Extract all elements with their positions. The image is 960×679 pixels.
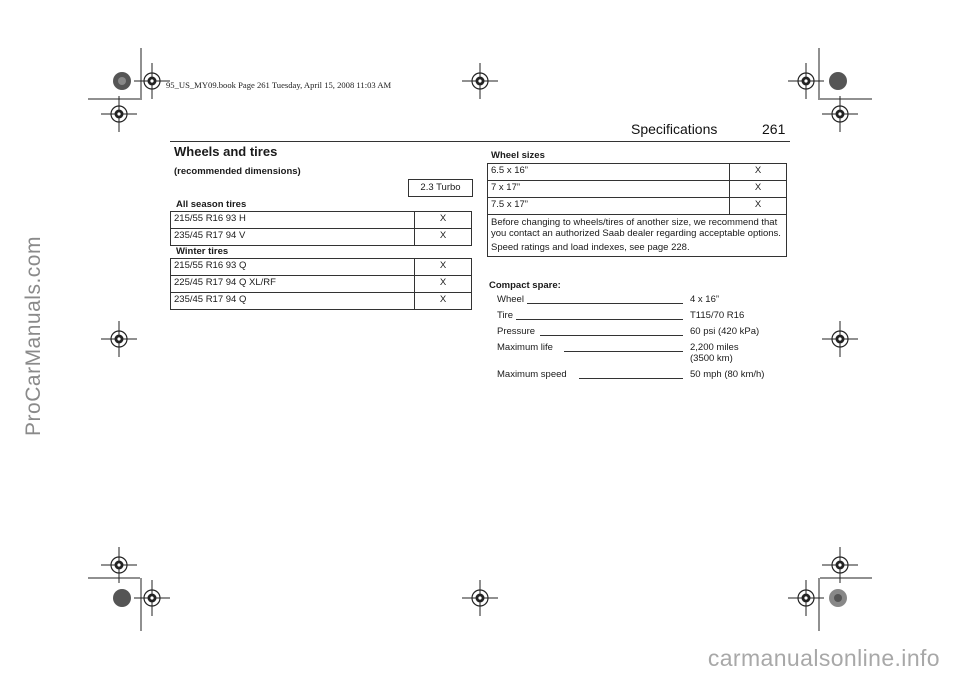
table-row	[171, 293, 472, 310]
section-subtitle: (recommended dimensions)	[174, 166, 301, 177]
bottom-watermark: carmanualsonline.info	[707, 645, 940, 671]
spare-tire-value: T115/70 R16	[690, 310, 745, 321]
spare-max-life-km: (3500 km)	[690, 353, 733, 364]
winter-heading: Winter tires	[176, 246, 229, 257]
table-row	[488, 181, 787, 198]
tire-size: 215/55 R16 93 Q	[171, 259, 415, 276]
leader-line	[540, 335, 683, 336]
spare-max-life-value	[690, 342, 739, 364]
leader-line	[527, 303, 683, 304]
tire-size: 235/45 R17 94 V	[171, 229, 415, 246]
fitment-mark: X	[730, 198, 787, 215]
spare-wheel-label: Wheel	[497, 294, 524, 305]
spare-max-life-label: Maximum life	[497, 342, 553, 353]
all-season-table	[170, 211, 472, 246]
section-title: Wheels and tires	[174, 144, 278, 159]
fitment-mark: X	[415, 212, 472, 229]
fitment-mark: X	[730, 164, 787, 181]
fitment-mark: X	[415, 229, 472, 246]
dealer-note: Before changing to wheels/tires of another size, we recommend that you contact an authorized Saab dealer regarding acceptable options.	[491, 217, 781, 239]
fitment-mark: X	[730, 181, 787, 198]
spare-pressure-value: 60 psi (420 kPa)	[690, 326, 760, 337]
tire-size: 215/55 R16 93 H	[171, 212, 415, 229]
wheel-sizes-heading: Wheel sizes	[491, 150, 545, 161]
leader-line	[564, 351, 683, 352]
spare-wheel-value: 4 x 16”	[690, 294, 720, 305]
leader-line	[516, 319, 683, 320]
fitment-mark: X	[415, 293, 472, 310]
spare-max-life-miles: 2,200 miles	[690, 342, 739, 353]
table-row	[171, 212, 472, 229]
speed-rating-reference: Speed ratings and load indexes, see page 228.	[491, 242, 690, 253]
table-row	[171, 229, 472, 246]
leader-line	[579, 378, 683, 379]
fitment-mark: X	[415, 276, 472, 293]
tire-size: 225/45 R17 94 Q XL/RF	[171, 276, 415, 293]
fitment-mark: X	[415, 259, 472, 276]
table-row	[171, 276, 472, 293]
page-header-title: Specifications	[631, 121, 718, 137]
table-row	[488, 164, 787, 181]
wheel-sizes-table	[487, 163, 787, 257]
compact-spare-heading: Compact spare:	[489, 280, 561, 291]
wheel-size: 7 x 17”	[488, 181, 730, 198]
page-number: 261	[762, 121, 786, 137]
spare-tire-label: Tire	[497, 310, 514, 321]
wheel-size: 7.5 x 17”	[488, 198, 730, 215]
spare-max-speed-value: 50 mph (80 km/h)	[690, 369, 765, 380]
side-watermark: ProCarManuals.com	[22, 236, 45, 436]
all-season-heading: All season tires	[176, 199, 247, 210]
table-row	[488, 198, 787, 215]
wheel-size: 6.5 x 16”	[488, 164, 730, 181]
tire-size: 235/45 R17 94 Q	[171, 293, 415, 310]
table-row	[171, 259, 472, 276]
book-info: 95_US_MY09.book Page 261 Tuesday, April 15, 2008 11:03 AM	[166, 80, 392, 90]
table-row	[488, 215, 787, 257]
header-rule	[170, 141, 790, 142]
wheel-size-note	[488, 215, 787, 257]
model-column-header: 2.3 Turbo	[408, 179, 473, 197]
spare-max-speed-label: Maximum speed	[497, 369, 567, 380]
spare-pressure-label: Pressure	[497, 326, 536, 337]
winter-table	[170, 258, 472, 310]
